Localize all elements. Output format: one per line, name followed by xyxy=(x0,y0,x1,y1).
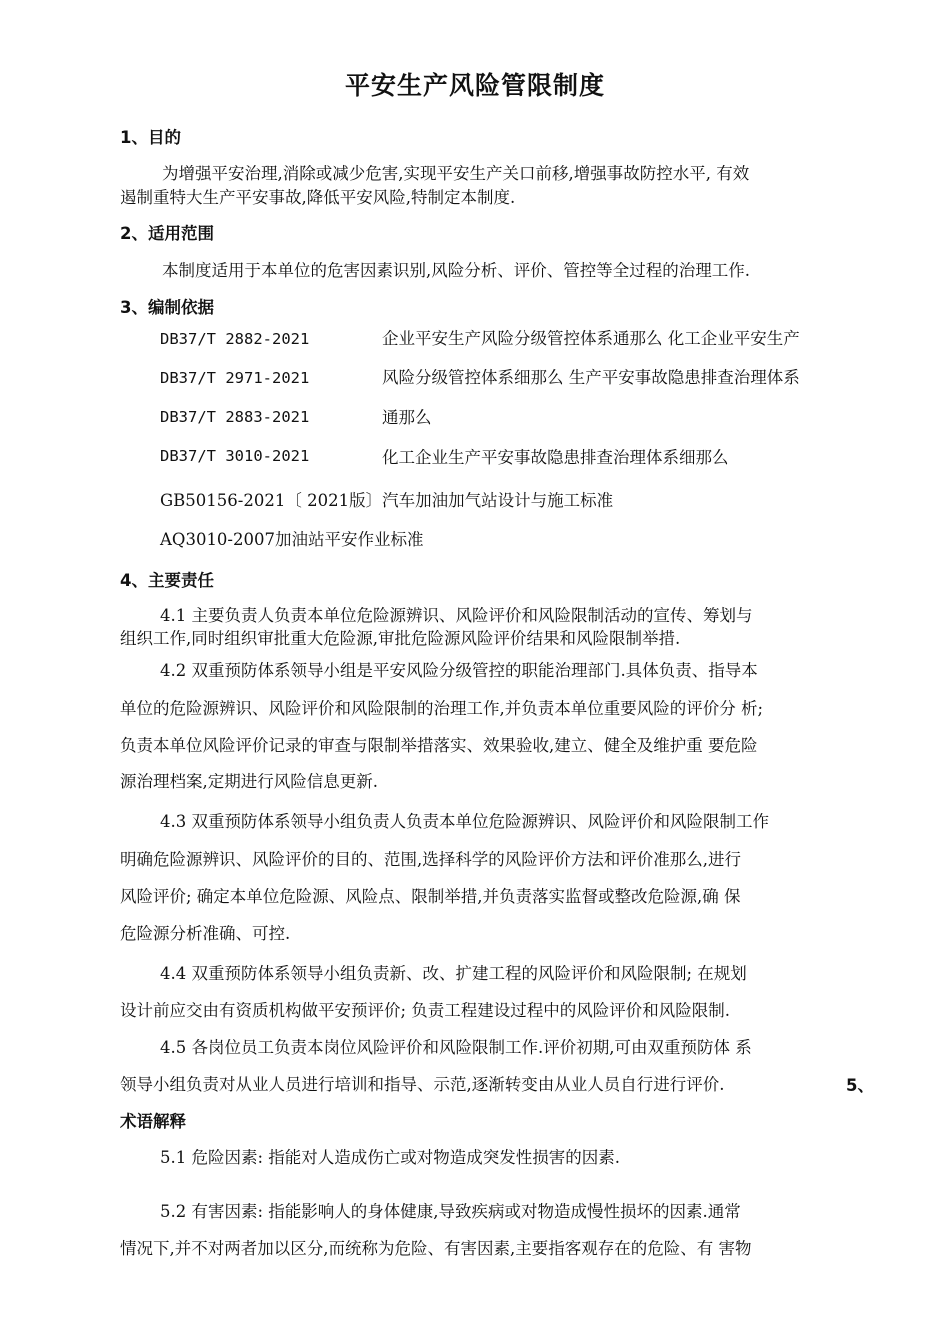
paragraph-4-4-line: 设计前应交由有资质机构做平安预评价; 负责工程建设过程中的风险评价和风险限制. xyxy=(120,1001,731,1020)
reference-desc: 通那么 xyxy=(382,408,432,427)
section-5-heading: 术语解释 xyxy=(120,1112,186,1131)
paragraph-4-2-line: 源治理档案,定期进行风险信息更新. xyxy=(120,772,378,791)
section-1-heading: 1、目的 xyxy=(120,128,181,147)
reference-code: DB37/T 2882-2021 xyxy=(160,330,310,348)
paragraph-4-1-line: 4.1 主要负责人负责本单位危险源辨识、风险评价和风险限制活动的宣传、筹划与 xyxy=(160,606,753,625)
paragraph-4-2-line: 单位的危险源辨识、风险评价和风险限制的治理工作,并负责本单位重要风险的评价分 析; xyxy=(120,699,764,718)
reference-desc: 风险分级管控体系细那么 生产平安事故隐患排查治理体系 xyxy=(382,368,800,387)
paragraph-4-3-line: 明确危险源辨识、风险评价的目的、范围,选择科学的风险评价方法和评价准那么,进行 xyxy=(120,850,741,869)
section-1-line-2: 遏制重特大生产平安事故,降低平安风险,特制定本制度. xyxy=(120,188,516,207)
paragraph-4-3-line: 4.3 双重预防体系领导小组负责人负责本单位危险源辨识、风险评价和风险限制工作 xyxy=(160,812,769,831)
paragraph-4-5-line: 4.5 各岗位员工负责本岗位风险评价和风险限制工作.评价初期,可由双重预防体 系 xyxy=(160,1038,752,1057)
reference-desc: 企业平安生产风险分级管控体系通那么 化工企业平安生产 xyxy=(382,329,800,348)
reference-line-6: AQ3010-2007加油站平安作业标准 xyxy=(160,530,424,549)
paragraph-5-2-line: 5.2 有害因素: 指能影响人的身体健康,导致疾病或对物造成慢性损坏的因素.通常 xyxy=(160,1202,741,1221)
section-4-heading: 4、主要责任 xyxy=(120,571,214,590)
paragraph-4-4-line: 4.4 双重预防体系领导小组负责新、改、扩建工程的风险评价和风险限制; 在规划 xyxy=(160,964,747,983)
paragraph-4-3-line: 风险评价; 确定本单位危险源、风险点、限制举措,并负责落实监督或整改危险源,确 保 xyxy=(120,887,741,906)
reference-code: DB37/T 3010-2021 xyxy=(160,447,310,465)
document-title: 平安生产风险管限制度 xyxy=(344,71,605,100)
reference-desc: 化工企业生产平安事故隐患排查治理体系细那么 xyxy=(382,448,729,467)
reference-code: DB37/T 2883-2021 xyxy=(160,408,310,426)
section-3-heading: 3、编制依据 xyxy=(120,298,214,317)
section-2-heading: 2、适用范围 xyxy=(120,224,214,243)
reference-code: DB37/T 2971-2021 xyxy=(160,369,310,387)
paragraph-5-1-line: 5.1 危险因素: 指能对人造成伤亡或对物造成突发性损害的因素. xyxy=(160,1148,621,1167)
section-2-line-1: 本制度适用于本单位的危害因素识别,风险分析、评价、管控等全过程的治理工作. xyxy=(162,261,750,280)
reference-line-5: GB50156-2021〔 2021版〕汽车加油加气站设计与施工标准 xyxy=(160,491,614,510)
paragraph-4-5-line: 领导小组负责对从业人员进行培训和指导、示范,逐渐转变由从业人员自行进行评价. xyxy=(120,1075,725,1094)
paragraph-4-3-line: 危险源分析准确、可控. xyxy=(120,924,291,943)
paragraph-4-2-line: 4.2 双重预防体系领导小组是平安风险分级管控的职能治理部门.具体负责、指导本 xyxy=(160,661,758,680)
paragraph-4-2-line: 负责本单位风险评价记录的审查与限制举措落实、效果验收,建立、健全及维护重 要危险 xyxy=(120,736,758,755)
section-1-line-1: 为增强平安治理,消除或减少危害,实现平安生产关口前移,增强事故防控水平, 有效 xyxy=(162,164,750,183)
paragraph-5-2-line: 情况下,并不对两者加以区分,而统称为危险、有害因素,主要指客观存在的危险、有 害物 xyxy=(120,1239,752,1258)
paragraph-4-1-line: 组织工作,同时组织审批重大危险源,审批危险源风险评价结果和风险限制举措. xyxy=(120,629,681,648)
section-5-number: 5、 xyxy=(846,1076,874,1095)
